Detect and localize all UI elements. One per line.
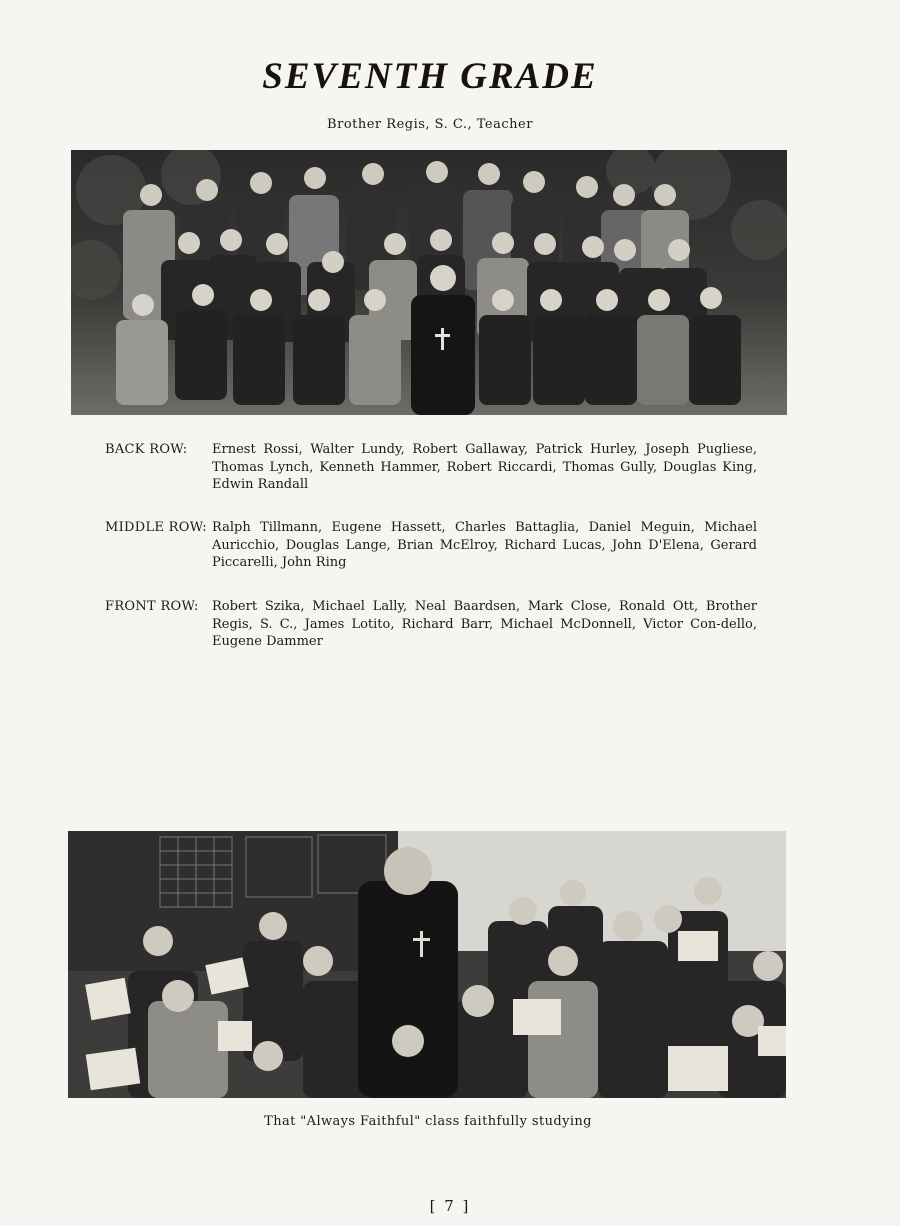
page-number: [ 7 ] xyxy=(429,1197,471,1215)
classroom-photo xyxy=(68,831,786,1098)
teacher-credit: Brother Regis, S. C., Teacher xyxy=(327,117,533,132)
photo-caption: That "Always Faithful" class faithfully studying xyxy=(264,1114,592,1129)
classroom-photo-image xyxy=(68,831,786,1098)
middle-row-label: MIDDLE ROW: xyxy=(105,520,207,535)
middle-row-names: Ralph Tillmann, Eugene Hassett, Charles Battaglia, Daniel Meguin, Michael Auricchio, Douglas Lange, Brian McElroy, Richard Lucas, John D'Elena, Gerard Piccarelli, John Ring xyxy=(212,520,757,570)
class-group-photo xyxy=(71,150,787,415)
group-photo-image xyxy=(71,150,787,415)
page-title: SEVENTH GRADE xyxy=(262,56,598,97)
back-row-names: Ernest Rossi, Walter Lundy, Robert Gallaway, Patrick Hurley, Joseph Pugliese, Thomas Lynch, Kenneth Hammer, Robert Riccardi, Thomas Gully, Douglas King, Edwin Randall xyxy=(212,442,757,492)
front-row-names: Robert Szika, Michael Lally, Neal Baardsen, Mark Close, Ronald Ott, Brother Regis, S. C., James Lotito, Richard Barr, Michael McDonnell, Victor Con-dello, Eugene Dammer xyxy=(212,599,757,649)
front-row-label: FRONT ROW: xyxy=(105,599,199,614)
back-row-label: BACK ROW: xyxy=(105,442,188,457)
